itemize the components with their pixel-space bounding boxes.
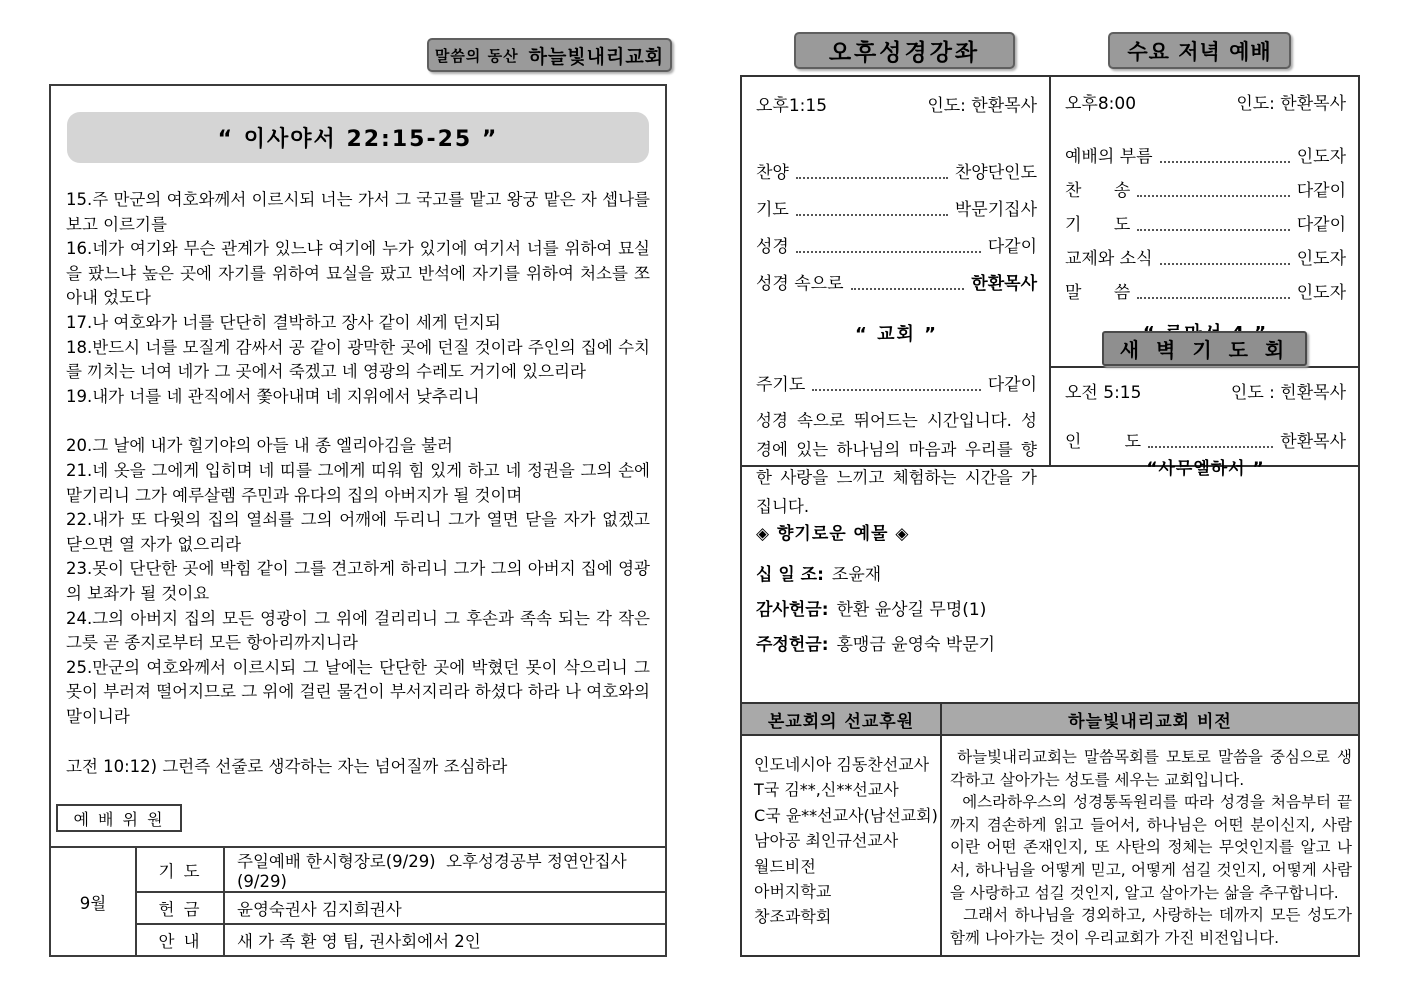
church-motto: 말씀의 동산	[434, 46, 519, 65]
dotted-leader	[1137, 229, 1289, 231]
wednesday-evening-worship-badge: 수요 저녁 예배	[1108, 32, 1291, 69]
order-item	[1065, 142, 1346, 167]
order-item-value: 한환목사	[971, 274, 1037, 294]
church-vision-text	[942, 736, 1358, 955]
afternoon-theme-quote: “ 교회 ”	[855, 324, 938, 345]
table-row	[50, 892, 666, 924]
order-item-value: 다같이	[987, 375, 1037, 395]
offering-row	[756, 595, 1344, 620]
dawn-prayer-header-row	[1051, 331, 1358, 368]
wednesday-time: 오후8:00	[1065, 94, 1137, 114]
worship-duty-table	[49, 846, 667, 957]
dawn-time: 오전 5:15	[1065, 383, 1142, 403]
list-item: C국 윤**선교사(남선교회)	[754, 805, 938, 825]
wednesday-leader: 인도: 한환목사	[1236, 94, 1346, 114]
order-item-label: 교제와 소식	[1065, 249, 1153, 269]
duty-value: 새 가 족 환 영 팀, 권사회에서 2인	[224, 924, 666, 956]
order-item-value: 인도자	[1296, 249, 1346, 269]
order-item	[756, 195, 1037, 220]
table-row	[50, 924, 666, 956]
dotted-leader	[1160, 161, 1290, 163]
list-item: 아버지학교	[754, 882, 832, 902]
church-name-badge	[427, 38, 672, 72]
vision-paragraph: 그래서 하나님을 경외하고, 사랑하는 데까지 모든 성도가 함께 나아가는 것이 우리교회가 가진 비전입니다.	[950, 906, 1357, 947]
offering-row	[756, 560, 1344, 585]
dotted-leader	[812, 389, 980, 391]
services-section	[742, 77, 1358, 516]
dotted-leader	[796, 214, 948, 216]
afternoon-time-row	[756, 91, 1037, 116]
order-item-label: 성경	[756, 237, 789, 257]
order-item	[756, 370, 1037, 395]
scripture-footnote: 고전 10:12) 그런즉 선줄로 생각하는 자는 넘어질까 조심하라	[66, 757, 508, 777]
dawn-prayer-badge: 새 벽 기 도 회	[1102, 331, 1307, 366]
worship-committee-label: 예 배 위 원	[56, 804, 182, 832]
afternoon-time: 오후1:15	[756, 96, 828, 116]
verse-line: 24.그의 아버지 집의 모든 영광이 그 위에 걸리리니 그 후손과 족속 되는 각 작은 그릇 곧 종지로부터 모든 항아리까지니라	[66, 608, 650, 653]
duty-label: 기 도	[136, 847, 224, 892]
missionary-list	[742, 736, 942, 955]
order-item	[1065, 176, 1346, 201]
dotted-leader	[796, 177, 948, 179]
order-item	[756, 269, 1037, 294]
dawn-prayer-meeting	[1051, 368, 1358, 479]
verse-line: 23.못이 단단한 곳에 박힘 같이 그를 견고하게 하리니 그가 그의 아버지 집에 영광의 보좌가 될 것이요	[66, 559, 650, 603]
dawn-scripture-quote: “사무엘하서 ”	[1146, 459, 1265, 479]
list-item: T국 김**,신**선교사	[754, 780, 899, 800]
afternoon-bible-lecture	[742, 77, 1051, 516]
table-row	[50, 847, 666, 892]
order-item-label: 찬양	[756, 163, 789, 183]
mission-vision-header	[742, 704, 1358, 736]
offerings-list	[756, 560, 1344, 655]
dotted-leader	[796, 251, 981, 253]
offerings-title: ◈ 향기로운 예물 ◈	[756, 524, 910, 544]
order-item	[1065, 278, 1346, 303]
verse-line: 19.내가 너를 네 관직에서 쫓아내며 네 지위에서 낮추리니	[66, 386, 480, 406]
afternoon-description: 성경 속으로 뛰어드는 시간입니다. 성경에 있는 하나님의 마음과 우리를 향한 사랑을 느끼고 체험하는 시간을 가집니다.	[756, 411, 1037, 516]
order-item-label: 기 도	[1065, 215, 1131, 235]
order-item-value: 다같이	[1296, 215, 1346, 235]
duty-month: 9월	[50, 847, 136, 956]
duty-value: 주일예배 한시형장로(9/29) 오후성경공부 정연안집사(9/29)	[224, 847, 666, 892]
order-item-value: 한환목사	[1280, 432, 1346, 452]
afternoon-order-list	[756, 158, 1037, 294]
vision-paragraph: 하늘빛내리교회는 말씀목회를 모토로 말씀을 중심으로 생각하고 살아가는 성도를 세우는 교회입니다.	[950, 748, 1352, 789]
wednesday-and-dawn-column	[1051, 77, 1358, 479]
list-item: 인도네시아 김동찬선교사	[754, 755, 930, 774]
verse-line: 21.네 옷을 그에게 입히며 네 띠를 그에게 띠워 힘 있게 하고 네 정권을 그의 손에 맡기리니 그가 예루살렘 주민과 유다의 집의 아버지가 될 것이며	[66, 460, 650, 505]
duty-value: 윤영숙권사 김지희권사	[224, 892, 666, 924]
right-page	[740, 75, 1360, 957]
verse-line: 22.내가 또 다윗의 집의 열쇠를 그의 어깨에 두리니 그가 열면 닫을 자가 없겠고 닫으면 열 자가 없으리라	[66, 510, 650, 554]
order-item-label: 찬 송	[1065, 181, 1131, 201]
offering-value: 조윤재	[831, 565, 882, 585]
verse-line: 16.네가 여기와 무슨 관계가 있느냐 여기에 누가 있기에 여기서 너를 위하여 묘실을 팠느냐 높은 곳에 자기를 위하여 묘실을 팠고 반석에 자기를 위하여 처소를 쪼아내 었도다	[66, 239, 650, 308]
order-item	[1065, 244, 1346, 269]
dotted-leader	[851, 288, 965, 290]
duty-label: 안 내	[136, 924, 224, 956]
order-item-value: 다같이	[987, 237, 1037, 257]
order-item-label: 성경 속으로	[756, 274, 844, 294]
verse-group-gap	[66, 409, 650, 434]
order-item-label: 주기도	[756, 375, 806, 395]
order-item-label: 말 씀	[1065, 283, 1131, 303]
offering-label: 주정헌금:	[756, 635, 829, 655]
verse-line: 25.만군의 여호와께서 이르시되 그 날에는 단단한 곳에 박혔던 못이 삭으리니 그 못이 부러져 떨어지므로 그 위에 걸린 물건이 부서지리라 하셨다 하라 나 여호와의 말이니라	[66, 657, 650, 726]
list-item: 월드비전	[754, 856, 816, 876]
verse-line: 20.그 날에 내가 힐기야의 아들 내 종 엘리아김을 불러	[66, 436, 453, 456]
scripture-title-banner: “ 이사야서 22:15-25 ”	[67, 112, 649, 163]
order-item-label: 기도	[756, 200, 789, 220]
wednesday-evening-worship	[1051, 77, 1358, 331]
verse-group-1	[66, 188, 650, 409]
order-item	[756, 158, 1037, 183]
mission-vision-section	[742, 704, 1358, 955]
offering-value: 홍맹금 윤영숙 박문기	[836, 635, 996, 655]
wednesday-order-list	[1065, 142, 1346, 303]
order-item-value: 다같이	[1296, 181, 1346, 201]
verse-line: 15.주 만군의 여호와께서 이르시되 너는 가서 그 국고를 맡고 왕궁 맡은 자 셉나를 보고 이르기를	[66, 190, 650, 234]
mission-support-header: 본교회의 선교후원	[742, 704, 942, 734]
order-item	[1065, 427, 1346, 452]
mission-vision-body	[742, 736, 1358, 955]
list-item: 남아공 최인규선교사	[754, 831, 899, 851]
order-item-value: 인도자	[1296, 283, 1346, 303]
dotted-leader	[1137, 297, 1289, 299]
dotted-leader	[1148, 446, 1273, 448]
church-name: 하늘빛내리교회	[528, 45, 665, 68]
order-item-value: 찬양단인도	[954, 163, 1037, 183]
list-item: 창조과학회	[754, 907, 832, 927]
afternoon-bible-lecture-badge: 오후성경강좌	[794, 32, 1015, 69]
dotted-leader	[1160, 263, 1290, 265]
offering-value: 한환 윤상길 무명(1)	[836, 600, 987, 620]
order-item-value: 인도자	[1296, 147, 1346, 167]
verse-line: 18.반드시 너를 모질게 감싸서 공 같이 광막한 곳에 던질 것이라 주인의 집에 수치를 끼치는 너여 네가 그 곳에서 죽겠고 네 영광의 수레도 거기에 있으리라	[66, 337, 650, 382]
verse-line: 17.나 여호와가 너를 단단히 결박하고 장사 같이 세게 던지되	[66, 312, 501, 332]
afternoon-order-list-2	[756, 370, 1037, 395]
dawn-order-list	[1065, 427, 1346, 452]
order-item-label: 인 도	[1065, 432, 1142, 452]
order-item	[756, 232, 1037, 257]
left-page	[49, 84, 667, 957]
vision-paragraph: 에스라하우스의 성경통독원리를 따라 성경을 처음부터 끝까지 겸손하게 읽고 들어서, 하나님은 어떤 분이신지, 사람이란 어떤 존재인지, 또 사탄의 정체는 무엇인지를 알고 나서, 하나님을 어떻게 믿고, 어떻게 섬길 것인지, 어떻게 사람을 사랑하고 섬길 것인지, 알고 살아가는 삶을 추구합니다.	[950, 793, 1352, 902]
duty-label: 헌 금	[136, 892, 224, 924]
offerings-section	[742, 467, 1358, 704]
dawn-leader: 인도 : 힌환목사	[1230, 383, 1346, 403]
order-item-label: 예배의 부름	[1065, 147, 1153, 167]
order-item	[1065, 210, 1346, 235]
dotted-leader	[1137, 195, 1289, 197]
offering-label: 감사헌금:	[756, 600, 829, 620]
scripture-verses	[66, 188, 650, 729]
verse-group-2	[66, 434, 650, 729]
dawn-time-row	[1065, 378, 1346, 403]
order-item-value: 박문기집사	[954, 200, 1037, 220]
offering-label: 십 일 조:	[756, 565, 824, 585]
wednesday-time-row	[1065, 89, 1346, 114]
offering-row	[756, 630, 1344, 655]
afternoon-leader: 인도: 한환목사	[927, 96, 1037, 116]
church-vision-header: 하늘빛내리교회 비전	[942, 704, 1358, 734]
